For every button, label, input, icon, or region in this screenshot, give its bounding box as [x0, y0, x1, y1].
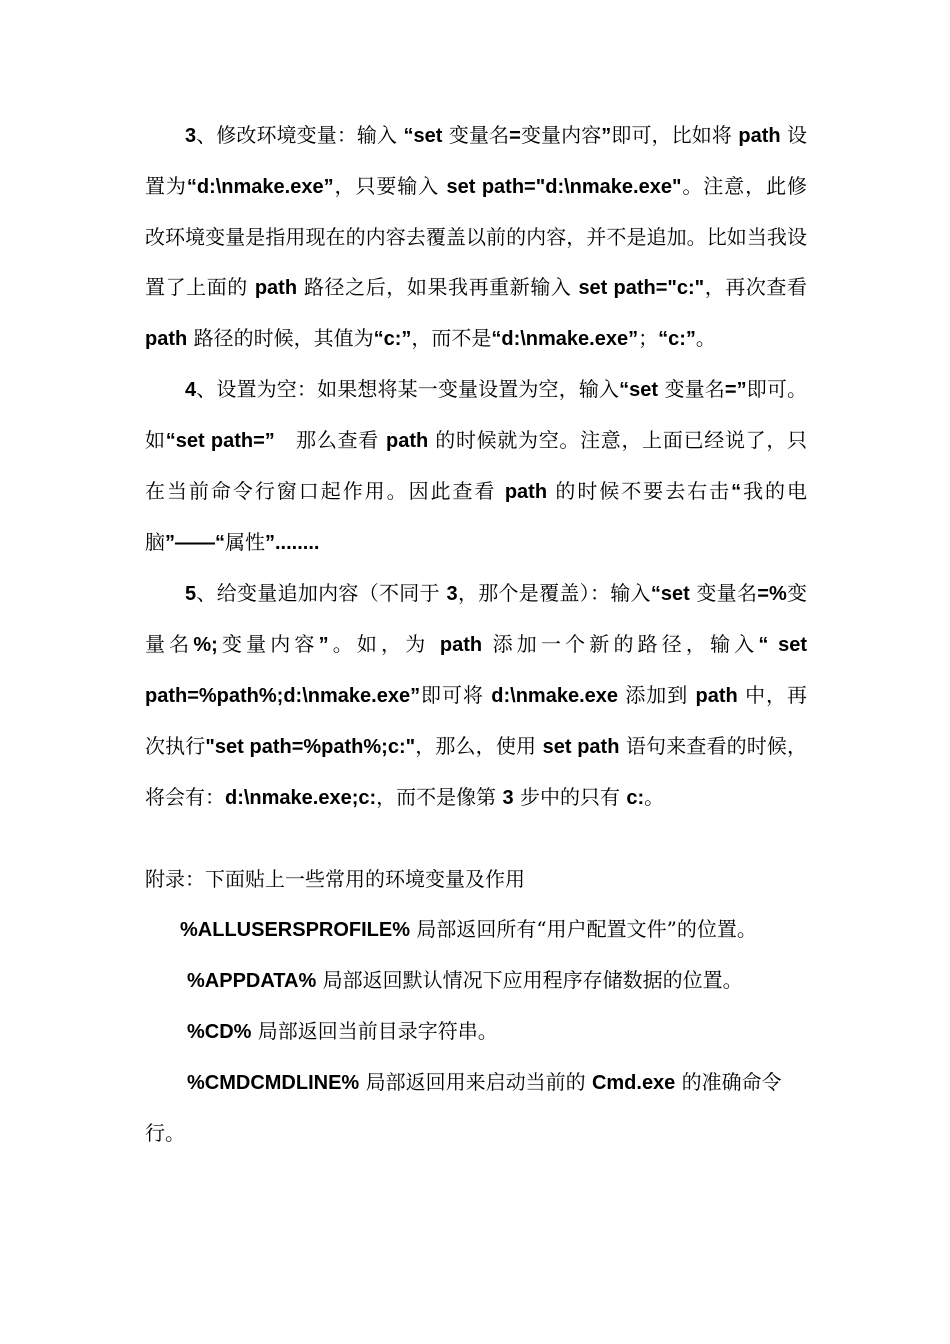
env-var-description: 局部返回所有“用户配置文件”的位置。	[410, 917, 757, 941]
text: 。注意，此修改环境变量是指用现在的内容去覆盖以前的内容，并不是追加。比如当我设置了上面的	[145, 174, 808, 299]
env-var-description: 局部返回用来启动当前的	[359, 1070, 592, 1094]
text: 变量名	[145, 581, 808, 656]
code-text: ”——“	[165, 532, 225, 554]
text: 中，再次执行	[145, 683, 808, 758]
code-text: path	[254, 277, 298, 299]
text: ，那么，使用	[415, 734, 543, 758]
paragraph-step-4	[145, 364, 807, 568]
text: 即可。如	[145, 377, 808, 452]
text: 变量名	[442, 123, 510, 147]
env-var-name: %CMDCMDLINE%	[187, 1072, 360, 1094]
code-text: d:\nmake.exe;c:	[225, 787, 377, 809]
text: 语句来查看的时候，将会有：	[145, 734, 808, 809]
document-body	[145, 110, 807, 1158]
code-text: =	[509, 125, 521, 147]
text: ，只要输入	[333, 174, 447, 198]
text: 、给变量追加内容（不同于	[196, 581, 447, 605]
code-text: path	[695, 685, 738, 707]
text: 变量内容	[217, 632, 319, 656]
env-var-program: Cmd.exe	[591, 1072, 676, 1094]
text: 设置为	[145, 123, 808, 198]
text: 变量名	[658, 377, 725, 401]
code-text: set path	[542, 736, 620, 758]
code-text: path	[738, 125, 781, 147]
code-text: “c:”	[658, 328, 696, 350]
paragraph-step-3	[145, 110, 807, 364]
code-text: “c:”	[373, 328, 412, 350]
code-text: “set path=”	[165, 430, 275, 452]
text: 添加到	[618, 683, 696, 707]
env-var-item	[145, 1006, 807, 1057]
code-text: 3	[502, 787, 514, 809]
code-text: path	[385, 430, 429, 452]
code-text: set path="d:\nmake.exe"	[446, 176, 682, 198]
env-var-item	[145, 904, 807, 955]
env-var-description: 的准确命令行。	[145, 1070, 782, 1145]
code-text: c:	[626, 787, 645, 809]
code-text: ”........	[265, 532, 320, 554]
text: 即可将	[420, 683, 492, 707]
step-number: 5	[185, 583, 197, 605]
text: ，那个是覆盖）：输入	[457, 581, 651, 605]
code-text: “d:\nmake.exe”	[186, 176, 334, 198]
code-text: “ set path=%path%;d:\nmake.exe”	[145, 634, 808, 707]
code-text: “set	[403, 125, 443, 147]
env-var-item	[145, 1057, 807, 1158]
text: 变量名	[689, 581, 758, 605]
code-text: d:\nmake.exe	[491, 685, 618, 707]
env-var-description: 局部返回默认情况下应用程序存储数据的位置。	[316, 968, 743, 992]
text: 的时候就为空。注意，上面已经说了，只在当前命令行窗口起作用。因此查看	[145, 428, 808, 503]
text: ；	[638, 326, 659, 350]
code-text: %;	[193, 634, 218, 656]
code-text: “set	[619, 379, 659, 401]
code-text: set path="c:"	[578, 277, 705, 299]
text: ，再次查看	[704, 275, 808, 299]
step-number: 4	[185, 379, 197, 401]
env-var-name: %CD%	[187, 1021, 252, 1043]
env-var-name: %APPDATA%	[187, 970, 317, 992]
text: 、修改环境变量：输入	[196, 123, 404, 147]
text: 步中的只有	[513, 785, 627, 809]
code-text: path	[439, 634, 483, 656]
code-text: =%	[757, 583, 787, 605]
paragraph-step-5	[145, 568, 807, 823]
env-var-item	[145, 955, 807, 1006]
code-text: “set	[650, 583, 690, 605]
code-text: ”	[318, 634, 329, 656]
code-text: "set path=%path%;c:"	[205, 736, 416, 758]
code-text: ”	[601, 125, 612, 147]
env-var-name: %ALLUSERSPROFILE%	[180, 919, 411, 941]
code-text: “	[731, 481, 742, 503]
code-text: path	[504, 481, 548, 503]
text: 我的电脑	[145, 479, 808, 554]
code-text: =”	[724, 379, 747, 401]
code-text: 3	[446, 583, 458, 605]
code-text: “d:\nmake.exe”	[491, 328, 639, 350]
text: 路径之后，如果我再重新输入	[297, 275, 579, 299]
text: 。	[644, 785, 665, 809]
text: 那么查看	[274, 428, 386, 452]
text: 的时候不要去右击	[547, 479, 732, 503]
env-var-description: 局部返回当前目录字符串。	[251, 1019, 498, 1043]
step-number: 3	[185, 125, 197, 147]
text: ，而不是	[411, 326, 492, 350]
text: 。如，为	[328, 632, 440, 656]
text: 路径的时候，其值为	[187, 326, 374, 350]
text: 、设置为空：如果想将某一变量设置为空，输入	[196, 377, 620, 401]
appendix-title: 附录：下面贴上一些常用的环境变量及作用	[145, 867, 525, 891]
text: 即可，比如将	[611, 123, 739, 147]
text: 变量内容	[520, 123, 602, 147]
text: 。	[695, 326, 716, 350]
text: ，而不是像第	[376, 785, 503, 809]
text: 添加一个新的路径，输入	[482, 632, 759, 656]
text: 属性	[225, 530, 265, 554]
code-text: path	[145, 328, 188, 350]
